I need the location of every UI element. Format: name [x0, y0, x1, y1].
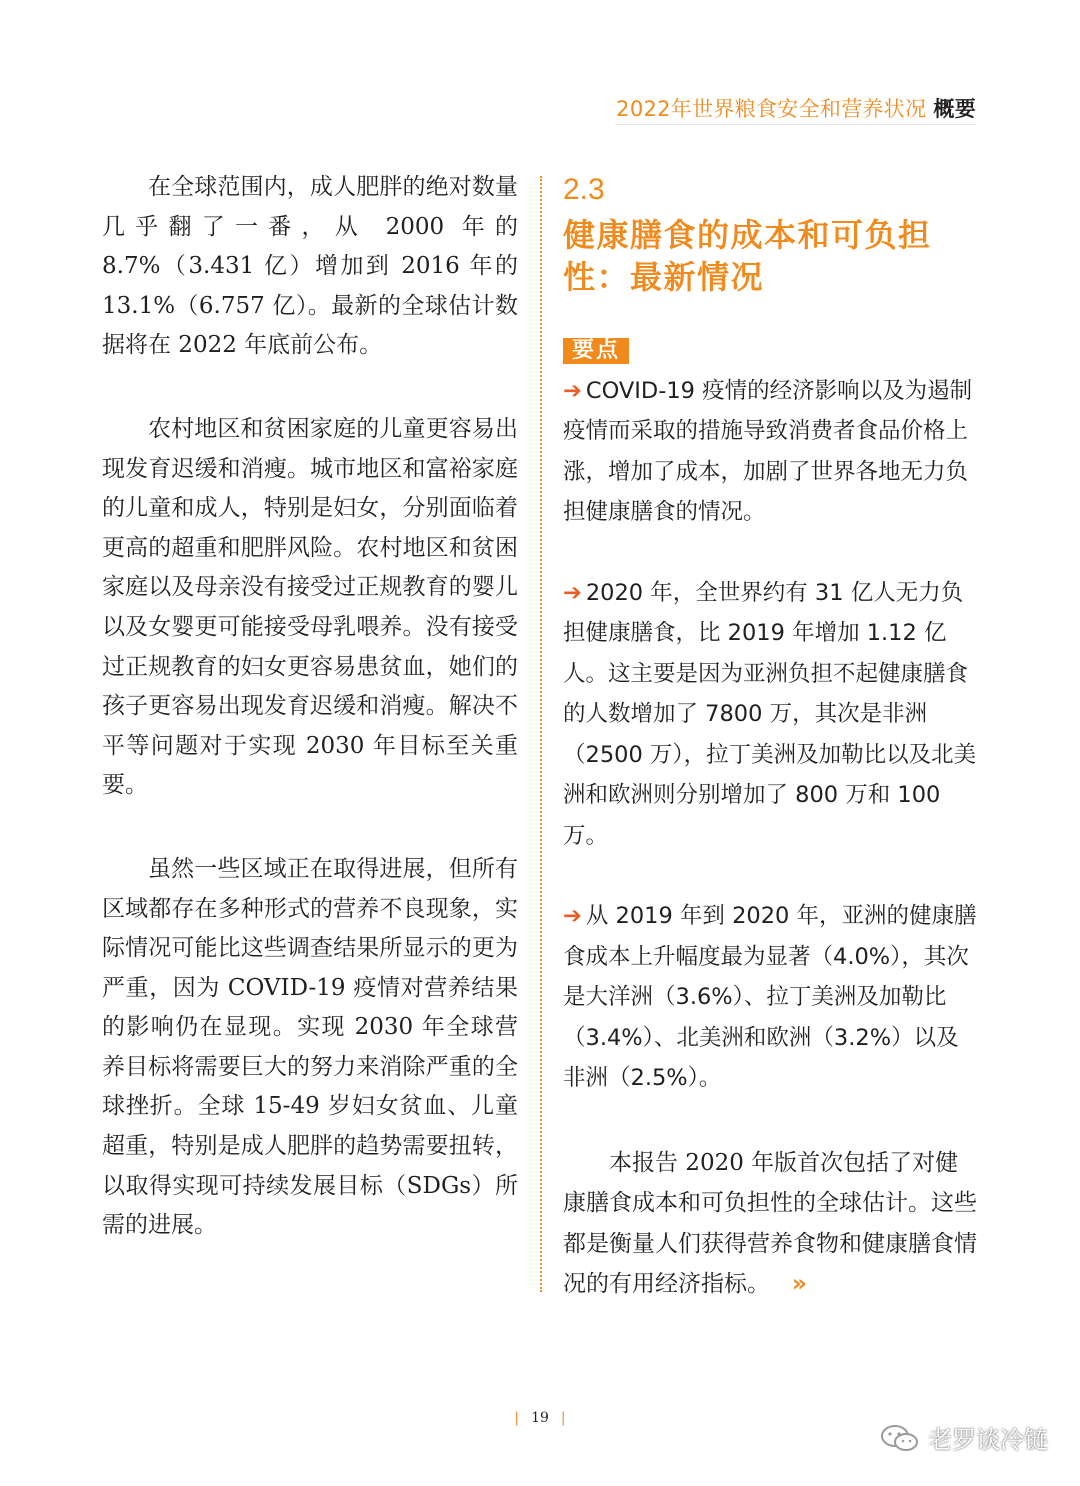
left-paragraph-3: 虽然一些区域正在取得进展，但所有区域都存在多种形式的营养不良现象，实际情况可能比这些调查结果所显示的更为严重，因为 COVID-19 疫情对营养结果的影响仍在显现。实现 2030 年全球营养目标将需要巨大的努力来消除严重的全球挫折。全球 15-49 岁妇女贫血、儿童超重，特别是成人肥胖的趋势需要扭转，以取得实现可持续发展目标（SDGs）所需的进展。 [102, 855, 518, 1239]
left-paragraph-2: 农村地区和贫困家庭的儿童更容易出现发育迟缓和消瘦。城市地区和富裕家庭的儿童和成人，特别是妇女，分别面临着更高的超重和肥胖风险。农村地区和贫困家庭以及母亲没有接受过正规教育的婴儿以及女婴更可能接受母乳喂养。没有接受过正规教育的妇女更容易患贫血，她们的孩子更容易出现发育迟缓和消瘦。解决不平等问题对于实现 2030 年目标至关重要。 [102, 415, 518, 799]
section-number: 2.3 [563, 173, 605, 206]
section-title: 健康膳食的成本和可负担性：最新情况 [563, 216, 932, 296]
column-divider [540, 176, 542, 1292]
header-title: 2022年世界粮食安全和营养状况 [616, 97, 927, 121]
watermark-text: 老罗谈冷链 [928, 1426, 1048, 1454]
key-points-badge: 要点 [563, 338, 629, 364]
closing-text: 本报告 2020 年版首次包括了对健康膳食成本和可负担性的全球估计。这些都是衡量人们获得营养食物和健康膳食情况的有用经济指标。 [563, 1149, 977, 1297]
key-point-text: COVID-19 疫情的经济影响以及为遏制疫情而采取的措施导致消费者食品价格上涨，增加了成本，加剧了世界各地无力负担健康膳食的情况。 [563, 377, 973, 525]
watermark [880, 1420, 1048, 1455]
wechat-icon [880, 1423, 920, 1453]
page-number-value: 19 [531, 1410, 549, 1426]
continue-icon: » [792, 1271, 807, 1297]
right-column [563, 170, 979, 1328]
key-point-3 [563, 896, 979, 1099]
key-point-2 [563, 573, 979, 857]
left-column [102, 168, 518, 1290]
key-point-text: 2020 年，全世界约有 31 亿人无力负担健康膳食，比 2019 年增加 1.12 亿人。这主要是因为亚洲负担不起健康膳食的人数增加了 7800 万，其次是非洲（2500 万），拉丁美洲及加勒比以及北美洲和欧洲则分别增加了 800 万和 100 万。 [563, 579, 977, 849]
page-sep-right: | [560, 1410, 566, 1426]
closing-paragraph [563, 1143, 979, 1305]
page-sep-left: | [514, 1410, 520, 1426]
header-suffix: 概要 [933, 97, 976, 121]
running-header [616, 93, 976, 123]
arrow-icon: ➔ [563, 377, 582, 404]
arrow-icon: ➔ [563, 903, 582, 929]
header-rule [615, 124, 976, 125]
left-paragraph-1: 在全球范围内，成人肥胖的绝对数量几乎翻了一番，从 2000 年的 8.7%（3.431 亿）增加到 2016 年的 13.1%（6.757 亿）。最新的全球估计数据将在 2022 年底前公布。 [102, 174, 518, 359]
arrow-icon: ➔ [563, 579, 582, 606]
key-point-text: 从 2019 年到 2020 年，亚洲的健康膳食成本上升幅度最为显著（4.0%），其次是大洋洲（3.6%）、拉丁美洲及加勒比（3.4%）、北美洲和欧洲（3.2%）以及非洲（2.5%）。 [563, 903, 977, 1091]
key-point-1 [563, 371, 979, 533]
